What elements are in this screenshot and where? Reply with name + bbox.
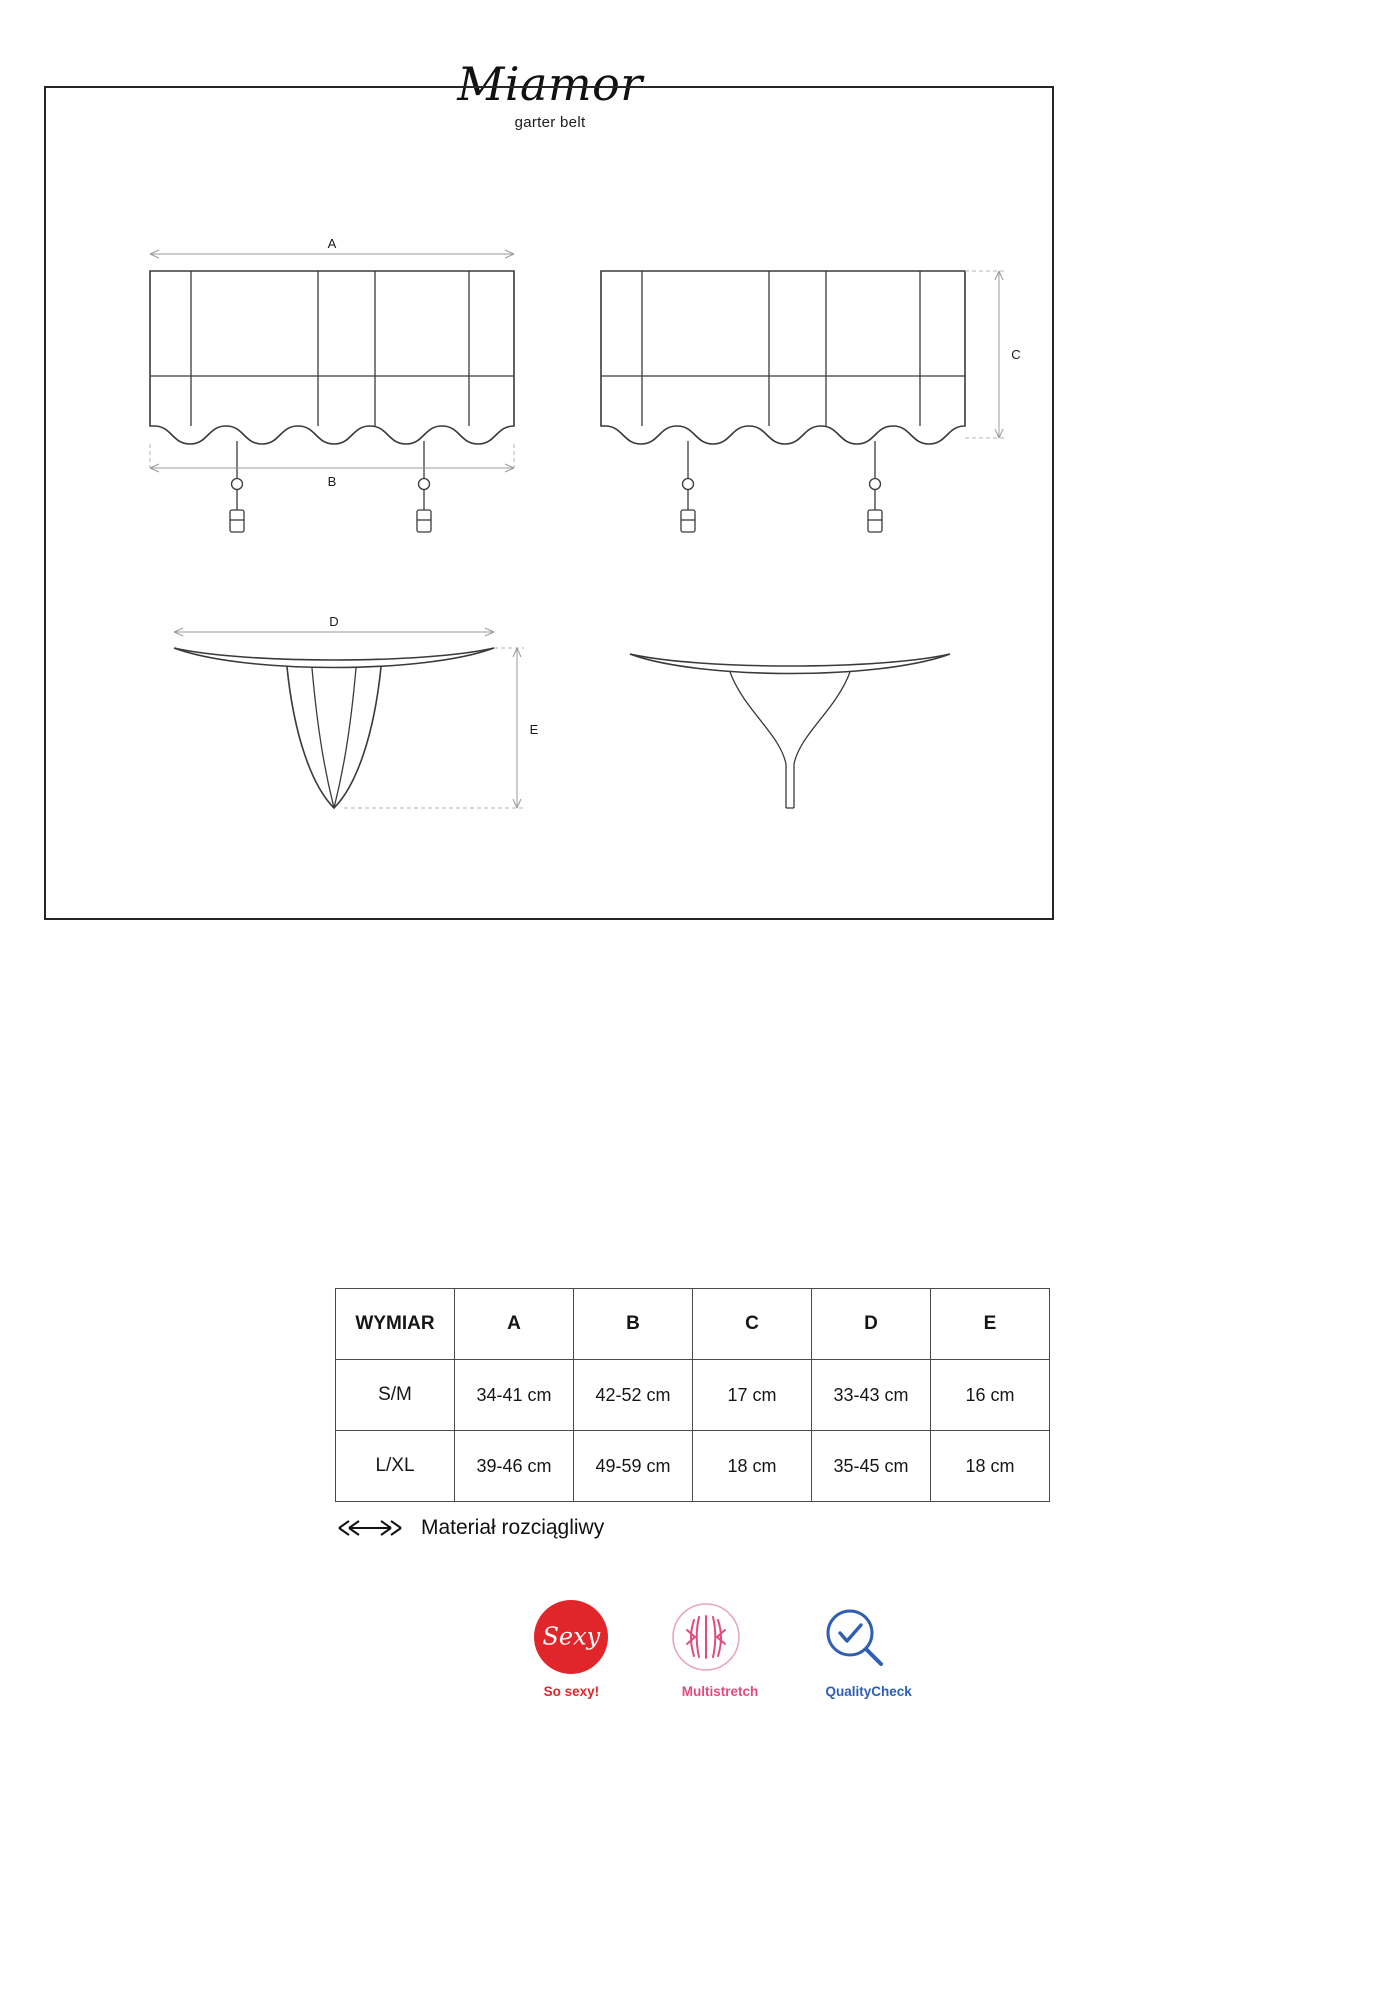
thong-front-view (174, 614, 539, 808)
cell-e: 18 cm (931, 1431, 1050, 1502)
cell-b: 42-52 cm (574, 1360, 693, 1431)
table-row (336, 1431, 1050, 1502)
badge-multistretch (669, 1600, 772, 1699)
dimension-label-d: D (329, 614, 339, 629)
brand-name: Miamor (457, 57, 643, 111)
table-header-wymiar: WYMIAR (336, 1289, 455, 1360)
badge-so-sexy (520, 1600, 623, 1699)
feature-badges (520, 1600, 920, 1699)
double-arrow-icon (335, 1518, 405, 1538)
garter-belt-front-view (150, 236, 514, 532)
size-label: S/M (336, 1360, 455, 1431)
multistretch-icon (669, 1600, 772, 1674)
stretch-note-text: Materiał rozciągliwy (421, 1516, 605, 1539)
cell-c: 18 cm (693, 1431, 812, 1502)
table-header-a: A (455, 1289, 574, 1360)
size-table (335, 1288, 1050, 1502)
product-type: garter belt (514, 114, 586, 131)
size-label: L/XL (336, 1431, 455, 1502)
table-row (336, 1360, 1050, 1431)
badge-so-sexy-caption: So sexy! (543, 1684, 600, 1699)
stretch-material-note (335, 1516, 604, 1540)
qualitycheck-icon (817, 1600, 920, 1674)
cell-a: 39-46 cm (455, 1431, 574, 1502)
dimension-label-c: C (1011, 347, 1021, 362)
cell-e: 16 cm (931, 1360, 1050, 1431)
table-header-d: D (812, 1289, 931, 1360)
table-header-e: E (931, 1289, 1050, 1360)
table-header-c: C (693, 1289, 812, 1360)
badge-qualitycheck (817, 1600, 920, 1699)
cell-d: 35-45 cm (812, 1431, 931, 1502)
technical-drawings (44, 86, 1054, 920)
dimension-label-a: A (327, 236, 337, 251)
dimension-label-b: B (327, 474, 337, 489)
so-sexy-icon-text: Sexy (542, 1622, 601, 1651)
cell-d: 33-43 cm (812, 1360, 931, 1431)
cell-c: 17 cm (693, 1360, 812, 1431)
badge-multistretch-caption: Multistretch (681, 1684, 759, 1699)
table-header-b: B (574, 1289, 693, 1360)
garter-belt-back-view (601, 271, 1021, 532)
cell-a: 34-41 cm (455, 1360, 574, 1431)
so-sexy-icon (534, 1600, 608, 1674)
dimension-label-e: E (529, 722, 539, 737)
thong-back-view (630, 654, 950, 808)
cell-b: 49-59 cm (574, 1431, 693, 1502)
badge-qualitycheck-caption: QualityCheck (825, 1684, 912, 1699)
table-header-row (336, 1289, 1050, 1360)
